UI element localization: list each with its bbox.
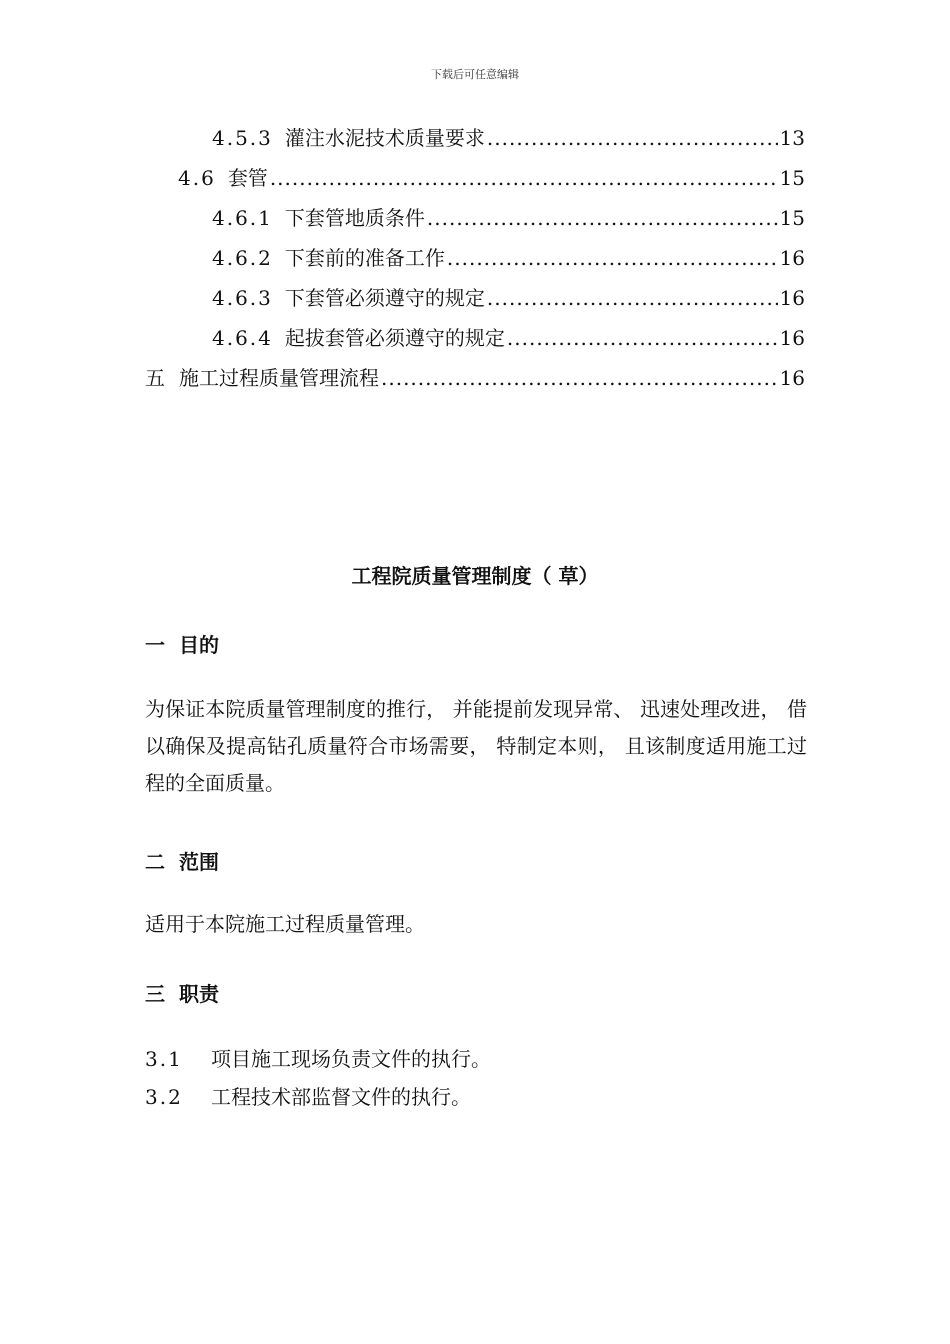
duty-item-number: 3.2: [145, 1085, 183, 1109]
section-heading-duties: [145, 978, 219, 1007]
toc-entry[interactable]: [212, 202, 805, 232]
toc-leader-dots: [507, 326, 778, 350]
toc-leader-dots: [487, 126, 778, 150]
scope-paragraph: 适用于本院施工过程质量管理。: [145, 912, 425, 936]
toc-entry-number: 4.6.3: [212, 286, 273, 310]
toc-entry[interactable]: [178, 162, 805, 192]
section-title: 范围: [179, 850, 219, 874]
toc-entry-title: 灌注水泥技术质量要求: [284, 126, 485, 150]
toc-entry-title: 下套前的准备工作: [284, 246, 445, 270]
toc-entry-page: 16: [779, 366, 805, 390]
purpose-paragraph: 为保证本院质量管理制度的推行， 并能提前发现异常、 迅速处理改进， 借以确保及提高钻孔质量符合市场需要， 特制定本则， 且该制度适用施工过程的全面质量。: [145, 697, 807, 795]
document-title: 工程院质量管理制度（ 草）: [351, 564, 599, 588]
toc-entry-page: 16: [779, 246, 805, 270]
toc-entry-page: 15: [779, 206, 805, 230]
toc-entry-number: 4.6.4: [212, 326, 273, 350]
toc-leader-dots: [381, 366, 778, 390]
toc-entry-title: 起拔套管必须遵守的规定: [284, 326, 505, 350]
toc-leader-dots: [427, 206, 778, 230]
section-title: 职责: [179, 982, 219, 1006]
section-number: 二: [145, 850, 165, 874]
duty-item: [145, 1043, 491, 1072]
toc-entry-title: 施工过程质量管理流程: [179, 366, 379, 390]
section-number: 三: [145, 982, 165, 1006]
duty-item-text: 工程技术部监督文件的执行。: [211, 1085, 471, 1109]
section-heading-purpose: [145, 629, 219, 658]
toc-entry-title: 下套管地质条件: [284, 206, 425, 230]
section-title: 目的: [179, 633, 219, 657]
page-header-note: 下载后可任意编辑: [431, 68, 519, 81]
toc-leader-dots: [270, 166, 778, 190]
toc-entry[interactable]: [212, 122, 805, 152]
toc-entry[interactable]: [212, 322, 805, 352]
toc-entry-number: 4.6: [178, 166, 216, 190]
duty-item-number: 3.1: [145, 1047, 183, 1071]
toc-entry-number: 4.6.1: [212, 206, 273, 230]
toc-entry[interactable]: [212, 282, 805, 312]
section-number: 一: [145, 633, 165, 657]
toc-entry-page: 15: [779, 166, 805, 190]
toc-entry-number: 五: [145, 366, 167, 390]
duty-item: [145, 1081, 471, 1110]
toc-entry-page: 13: [779, 126, 805, 150]
toc-entry-page: 16: [779, 326, 805, 350]
toc-entry-page: 16: [779, 286, 805, 310]
toc-entry[interactable]: [145, 362, 805, 392]
toc-entry[interactable]: [212, 242, 805, 272]
toc-entry-title: 套管: [227, 166, 268, 190]
duty-item-text: 项目施工现场负责文件的执行。: [211, 1047, 491, 1071]
toc-entry-title: 下套管必须遵守的规定: [284, 286, 485, 310]
toc-leader-dots: [447, 246, 778, 270]
section-heading-scope: [145, 846, 219, 875]
toc-entry-number: 4.6.2: [212, 246, 273, 270]
toc-entry-number: 4.5.3: [212, 126, 273, 150]
toc-leader-dots: [487, 286, 778, 310]
